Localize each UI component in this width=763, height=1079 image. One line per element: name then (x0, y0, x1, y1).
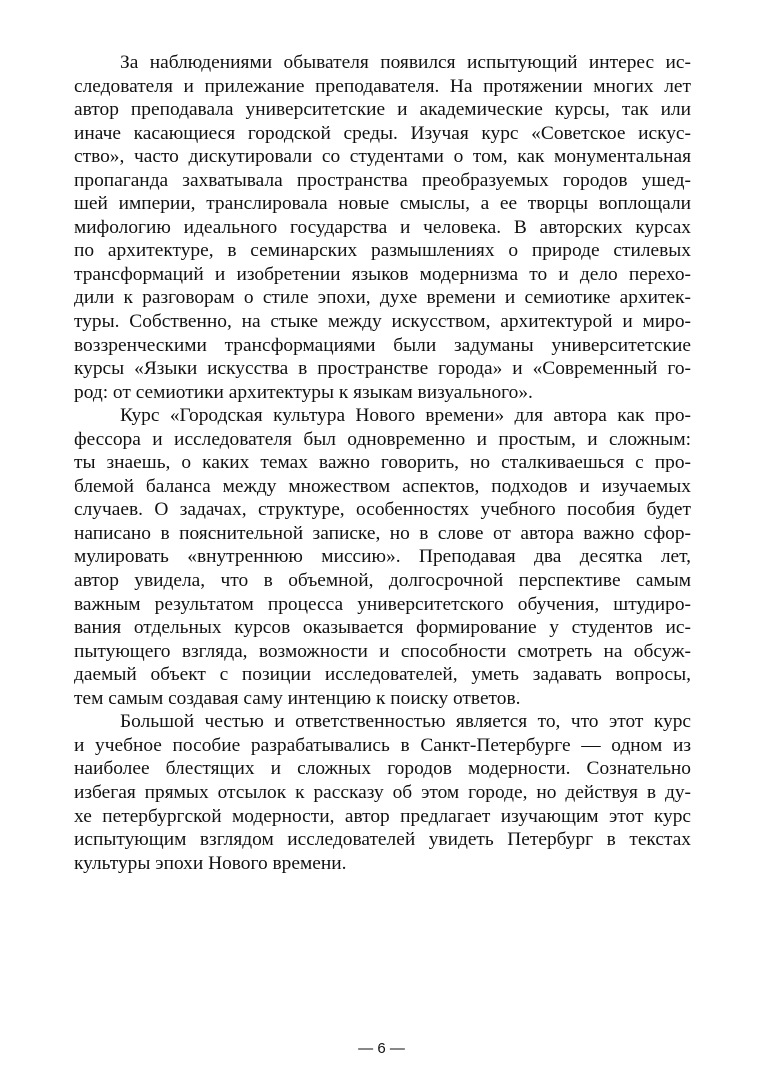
text-line: и учебное пособие разрабатывались в Санкт-Петербурге — одном из (74, 734, 691, 756)
text-line: тем самым создавая саму интенцию к поиску ответов. (74, 687, 521, 709)
text-line: случаев. О задачах, структуре, особенностях учебного пособия будет (74, 499, 691, 521)
text-line: трансформаций и изобретении языков модернизма то и дело перехо- (74, 263, 691, 285)
body-text (74, 51, 691, 875)
paragraph-2 (74, 404, 691, 710)
text-line: иначе касающиеся городской среды. Изучая курс «Советское искус- (74, 122, 691, 144)
text-line: шей империи, транслировала новые смыслы, а ее творцы воплощали (74, 193, 691, 215)
text-line: избегая прямых отсылок к рассказу об этом городе, но действуя в ду- (74, 781, 691, 803)
text-line: даемый объект с позиции исследователей, уметь задавать вопросы, (74, 664, 691, 686)
text-line: ство», часто дискутировали со студентами о том, как монументальная (74, 146, 691, 168)
text-line: по архитектуре, в семинарских размышлениях о природе стилевых (74, 240, 691, 262)
text-line: Курс «Городская культура Нового времени» для автора как про- (120, 405, 691, 427)
text-line: написано в пояснительной записке, но в слове от автора важно сфор- (74, 522, 691, 544)
text-line: мулировать «внутреннюю миссию». Преподавая два десятка лет, (74, 546, 691, 568)
text-line: пропаганда захватывала пространства преобразуемых городов ушед- (74, 169, 691, 191)
paragraph-3 (74, 710, 691, 875)
text-line: За наблюдениями обывателя появился испытующий интерес ис- (120, 52, 691, 73)
text-line: следователя и прилежание преподавателя. На протяжении многих лет (74, 75, 691, 97)
text-line: курсы «Языки искусства в пространстве города» и «Современный го- (74, 358, 691, 380)
text-line: хе петербургской модерности, автор предлагает изучающим этот курс (74, 805, 691, 827)
text-line: вания отдельных курсов оказывается формирование у студентов ис- (74, 617, 691, 639)
text-line: воззренческими трансформациями были задуманы университетские (74, 334, 691, 356)
text-line: туры. Собственно, на стыке между искусством, архитектурой и миро- (74, 311, 691, 333)
text-line: фессора и исследователя был одновременно и простым, и сложным: (74, 428, 691, 450)
text-line: важным результатом процесса университетского обучения, штудиро- (74, 593, 691, 615)
text-line: автор преподавала университетские и академические курсы, так или (74, 99, 691, 121)
text-line: блемой баланса между множеством аспектов, подходов и изучаемых (74, 475, 691, 497)
text-line: ты знаешь, о каких темах важно говорить, но сталкиваешься с про- (74, 452, 691, 474)
text-line: наиболее блестящих и сложных городов модерности. Сознательно (74, 758, 691, 780)
text-line: культуры эпохи Нового времени. (74, 852, 347, 874)
text-line: испытующим взглядом исследователей увидеть Петербург в текстах (74, 829, 691, 851)
text-line: пытующего взгляда, возможности и способности смотреть на обсуж- (74, 640, 691, 662)
text-line: дили к разговорам о стиле эпохи, духе времени и семиотике архитек- (74, 287, 691, 309)
page-number: — 6 — (358, 1040, 405, 1057)
text-line: автор увидела, что в объемной, долгосрочной перспективе самым (74, 570, 691, 592)
paragraph-1 (74, 51, 691, 404)
text-line: мифологию идеального государства и человека. В авторских курсах (74, 216, 691, 238)
text-line: род: от семиотики архитектуры к языкам визуального». (74, 381, 533, 403)
text-line: Большой честью и ответственностью является то, что этот курс (120, 711, 691, 733)
